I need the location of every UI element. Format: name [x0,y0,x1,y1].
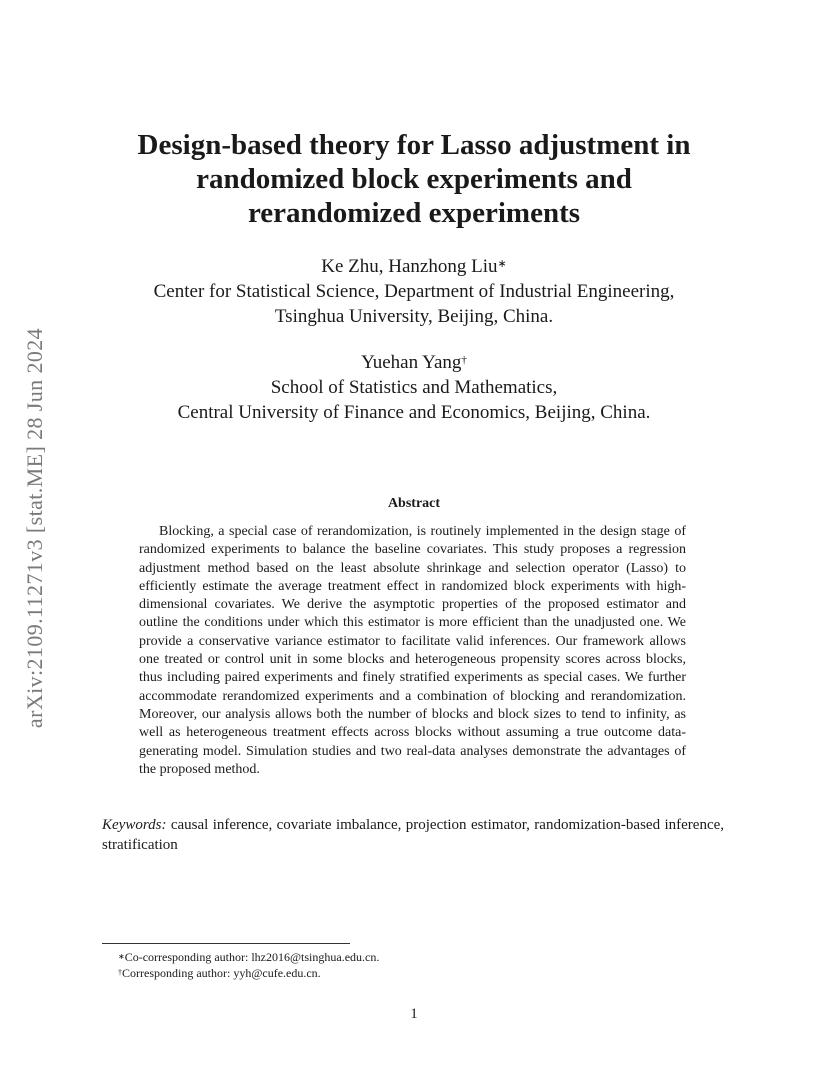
affiliation-2-line-1: School of Statistics and Mathematics, [270,377,558,398]
page-number: 1 [410,1006,418,1022]
affiliation-1-line-1: Center for Statistical Science, Department of Industrial Engineering, [153,281,675,302]
affiliation-1-line-2: Tsinghua University, Beijing, China. [274,306,554,327]
footnote-2-mark: † [118,968,122,977]
affiliation-2-line-2: Central University of Finance and Economics, Beijing, China. [177,402,651,423]
footnote-2 [118,966,321,981]
title-line-3: rerandomized experiments [247,197,581,229]
footnote-1-text: Co-corresponding author: lhz2016@tsinghua.edu.cn. [124,950,380,964]
footnote-2-text: Corresponding author: yyh@cufe.edu.cn. [122,966,321,980]
author-block-1 [100,254,728,329]
author-block-2 [100,350,728,425]
keywords-label: Keywords: [102,817,167,833]
keywords [102,815,724,855]
author-names-2: Yuehan Yang [361,352,462,373]
title-line-2: randomized block experiments and [196,163,632,195]
author-mark-1: ∗ [497,258,507,270]
title-line-1: Design-based theory for Lasso adjustment in [137,129,691,161]
footnote-1 [118,950,379,965]
abstract-text: Blocking, a special case of rerandomization, is routinely implemented in the design stage of randomized experiments to balance the baseline covariates. This study proposes a regression adjustment method based on the least absolute shrinkage and selection operator (Lasso) to efficiently estimate the average treatment effect in randomized block experiments with high-dimensional covariates. We derive the asymptotic properties of the proposed estimator and outline the conditions under which this estimator is more efficient than the unadjusted one. We provide a conservative variance estimator to facilitate valid inferences. Our framework allows one treated or control unit in some blocks and heterogeneous propensity scores across blocks, thus including paired experiments and finely stratified experiments as special cases. We further accommodate rerandomized experiments and a combination of blocking and rerandomization. Moreover, our analysis allows both the number of blocks and block sizes to tend to infinity, as well as heterogeneous treatment effects across blocks without assuming a true outcome data-generating model. Simulation studies and two real-data analyses demonstrate the advantages of the proposed method. [139,524,686,777]
footnote-1-mark: ∗ [118,952,125,961]
abstract-heading: Abstract [387,496,441,511]
arxiv-identifier: arXiv:2109.11271v3 [stat.ME] 28 Jun 2024 [22,327,47,729]
paper-title [100,128,728,230]
author-mark-2: † [461,354,467,366]
author-names-1: Ke Zhu, Hanzhong Liu [321,256,498,277]
keywords-text: causal inference, covariate imbalance, projection estimator, randomization-based inference, stratification [102,817,725,853]
footnote-rule [102,943,350,944]
